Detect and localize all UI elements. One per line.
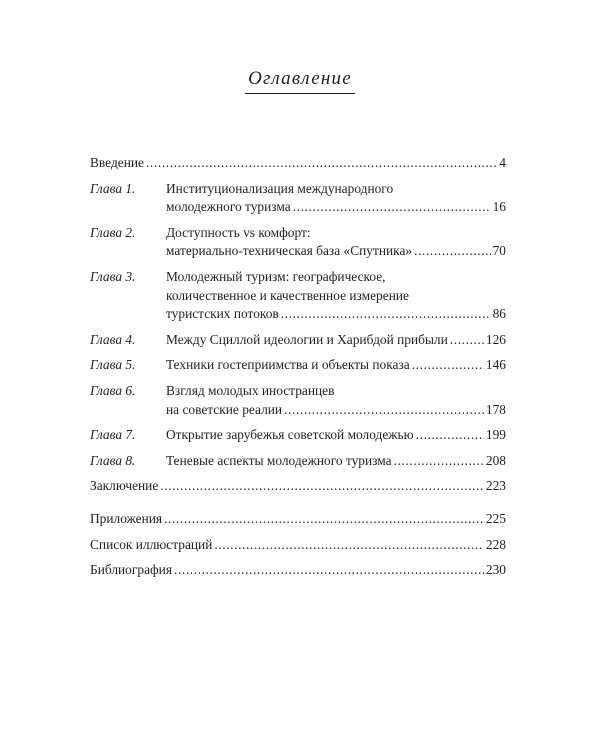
- toc-entry-title: Доступность vs комфорт:: [166, 224, 311, 240]
- dot-leader: [394, 452, 484, 471]
- toc-entry-body: [166, 268, 506, 324]
- dot-leader: [414, 242, 490, 261]
- toc-page-number: 126: [485, 331, 506, 347]
- toc-entry-appendices: [90, 510, 506, 529]
- toc-entry-chapter-8: [90, 452, 506, 471]
- chapter-label: Глава 2.: [90, 224, 136, 240]
- toc-entry-title: Открытие зарубежья советской молодежью: [166, 427, 414, 443]
- toc-entry-body: [90, 536, 506, 555]
- dot-leader: [412, 356, 484, 375]
- toc-entry-bibliography: [90, 561, 506, 580]
- toc-page-number: 230: [485, 562, 506, 578]
- toc-page-number: 223: [485, 478, 506, 494]
- chapter-label: Глава 1.: [90, 180, 136, 196]
- toc-entry-chapter-1: [90, 180, 506, 217]
- toc-entry-body: [166, 452, 506, 471]
- toc-entry-chapter-6: [90, 382, 506, 419]
- toc-entry-body: [166, 356, 506, 375]
- toc-entry-title: Приложения: [90, 510, 163, 526]
- toc-entry-chapter-4: [90, 331, 506, 350]
- toc-entry-title: на советские реалии: [166, 401, 283, 417]
- toc-entry-title: Список иллюстраций: [90, 536, 213, 552]
- toc-entry-title: Теневые аспекты молодежного туризма: [166, 452, 392, 468]
- toc-page-number: 70: [492, 243, 506, 259]
- toc-entry-title: Взгляд молодых иностранцев: [166, 382, 335, 398]
- dot-leader: [160, 477, 484, 496]
- toc-entry-body: [166, 224, 506, 261]
- chapter-label: Глава 6.: [90, 382, 136, 398]
- toc-entry-body: [90, 561, 506, 580]
- toc-page-number: 208: [485, 452, 506, 468]
- toc-entry-body: [90, 510, 506, 529]
- dot-leader: [450, 331, 484, 350]
- dot-leader: [284, 401, 484, 420]
- chapter-label: Глава 5.: [90, 357, 136, 373]
- toc-entry-title: Техники гостеприимства и объекты показа: [166, 357, 410, 373]
- chapter-label: Глава 3.: [90, 268, 136, 284]
- dot-leader: [281, 305, 491, 324]
- toc-entry-introduction: [90, 154, 506, 173]
- toc-entry-title: Заключение: [90, 478, 159, 494]
- toc-entry-chapter-2: [90, 224, 506, 261]
- toc-entry-title: Молодежный туризм: географическое,: [166, 268, 386, 284]
- toc-entry-conclusion: [90, 477, 506, 496]
- toc-entry-title: материально-техническая база «Спутника»: [166, 243, 413, 259]
- toc-entry-chapter-3: [90, 268, 506, 324]
- toc-entry-title: Между Сциллой идеологии и Харибдой прибыли: [166, 331, 448, 347]
- chapter-label: Глава 8.: [90, 452, 136, 468]
- toc-entry-body: [166, 382, 506, 419]
- dot-leader: [214, 536, 484, 555]
- toc-page-number: 146: [485, 357, 506, 373]
- toc-entry-body: [90, 154, 506, 173]
- table-of-contents: [90, 154, 506, 587]
- toc-entry-body: [166, 426, 506, 445]
- chapter-label: Глава 7.: [90, 427, 136, 443]
- toc-entry-body: [90, 477, 506, 496]
- toc-entry-body: [166, 331, 506, 350]
- toc-page-number: 178: [485, 401, 506, 417]
- toc-entry-title: молодежного туризма: [166, 199, 291, 215]
- toc-entry-title: Введение: [90, 155, 144, 170]
- toc-entry-body: [166, 180, 506, 217]
- toc-entry-list-of-illustrations: [90, 536, 506, 555]
- toc-entry-title: количественное и качественное измерение: [166, 287, 409, 303]
- dot-leader: [293, 198, 491, 217]
- toc-page-number: 199: [485, 427, 506, 443]
- toc-title: Оглавление: [245, 68, 355, 94]
- chapter-label: Глава 4.: [90, 331, 136, 347]
- toc-page-number: 228: [485, 536, 506, 552]
- toc-entry-chapter-5: [90, 356, 506, 375]
- toc-entry-chapter-7: [90, 426, 506, 445]
- dot-leader: [416, 426, 484, 445]
- dot-leader: [174, 561, 484, 580]
- dot-leader: [146, 154, 497, 173]
- toc-entry-title: Институционализация международного: [166, 180, 394, 196]
- toc-title-block: [0, 68, 600, 94]
- toc-page-number: 86: [492, 306, 506, 322]
- toc-page-number: 4: [499, 155, 506, 170]
- toc-entry-title: туристских потоков: [166, 306, 279, 322]
- toc-page-number: 225: [485, 510, 506, 526]
- toc-page-number: 16: [492, 199, 506, 215]
- dot-leader: [164, 510, 484, 529]
- toc-entry-title: Библиография: [90, 562, 173, 578]
